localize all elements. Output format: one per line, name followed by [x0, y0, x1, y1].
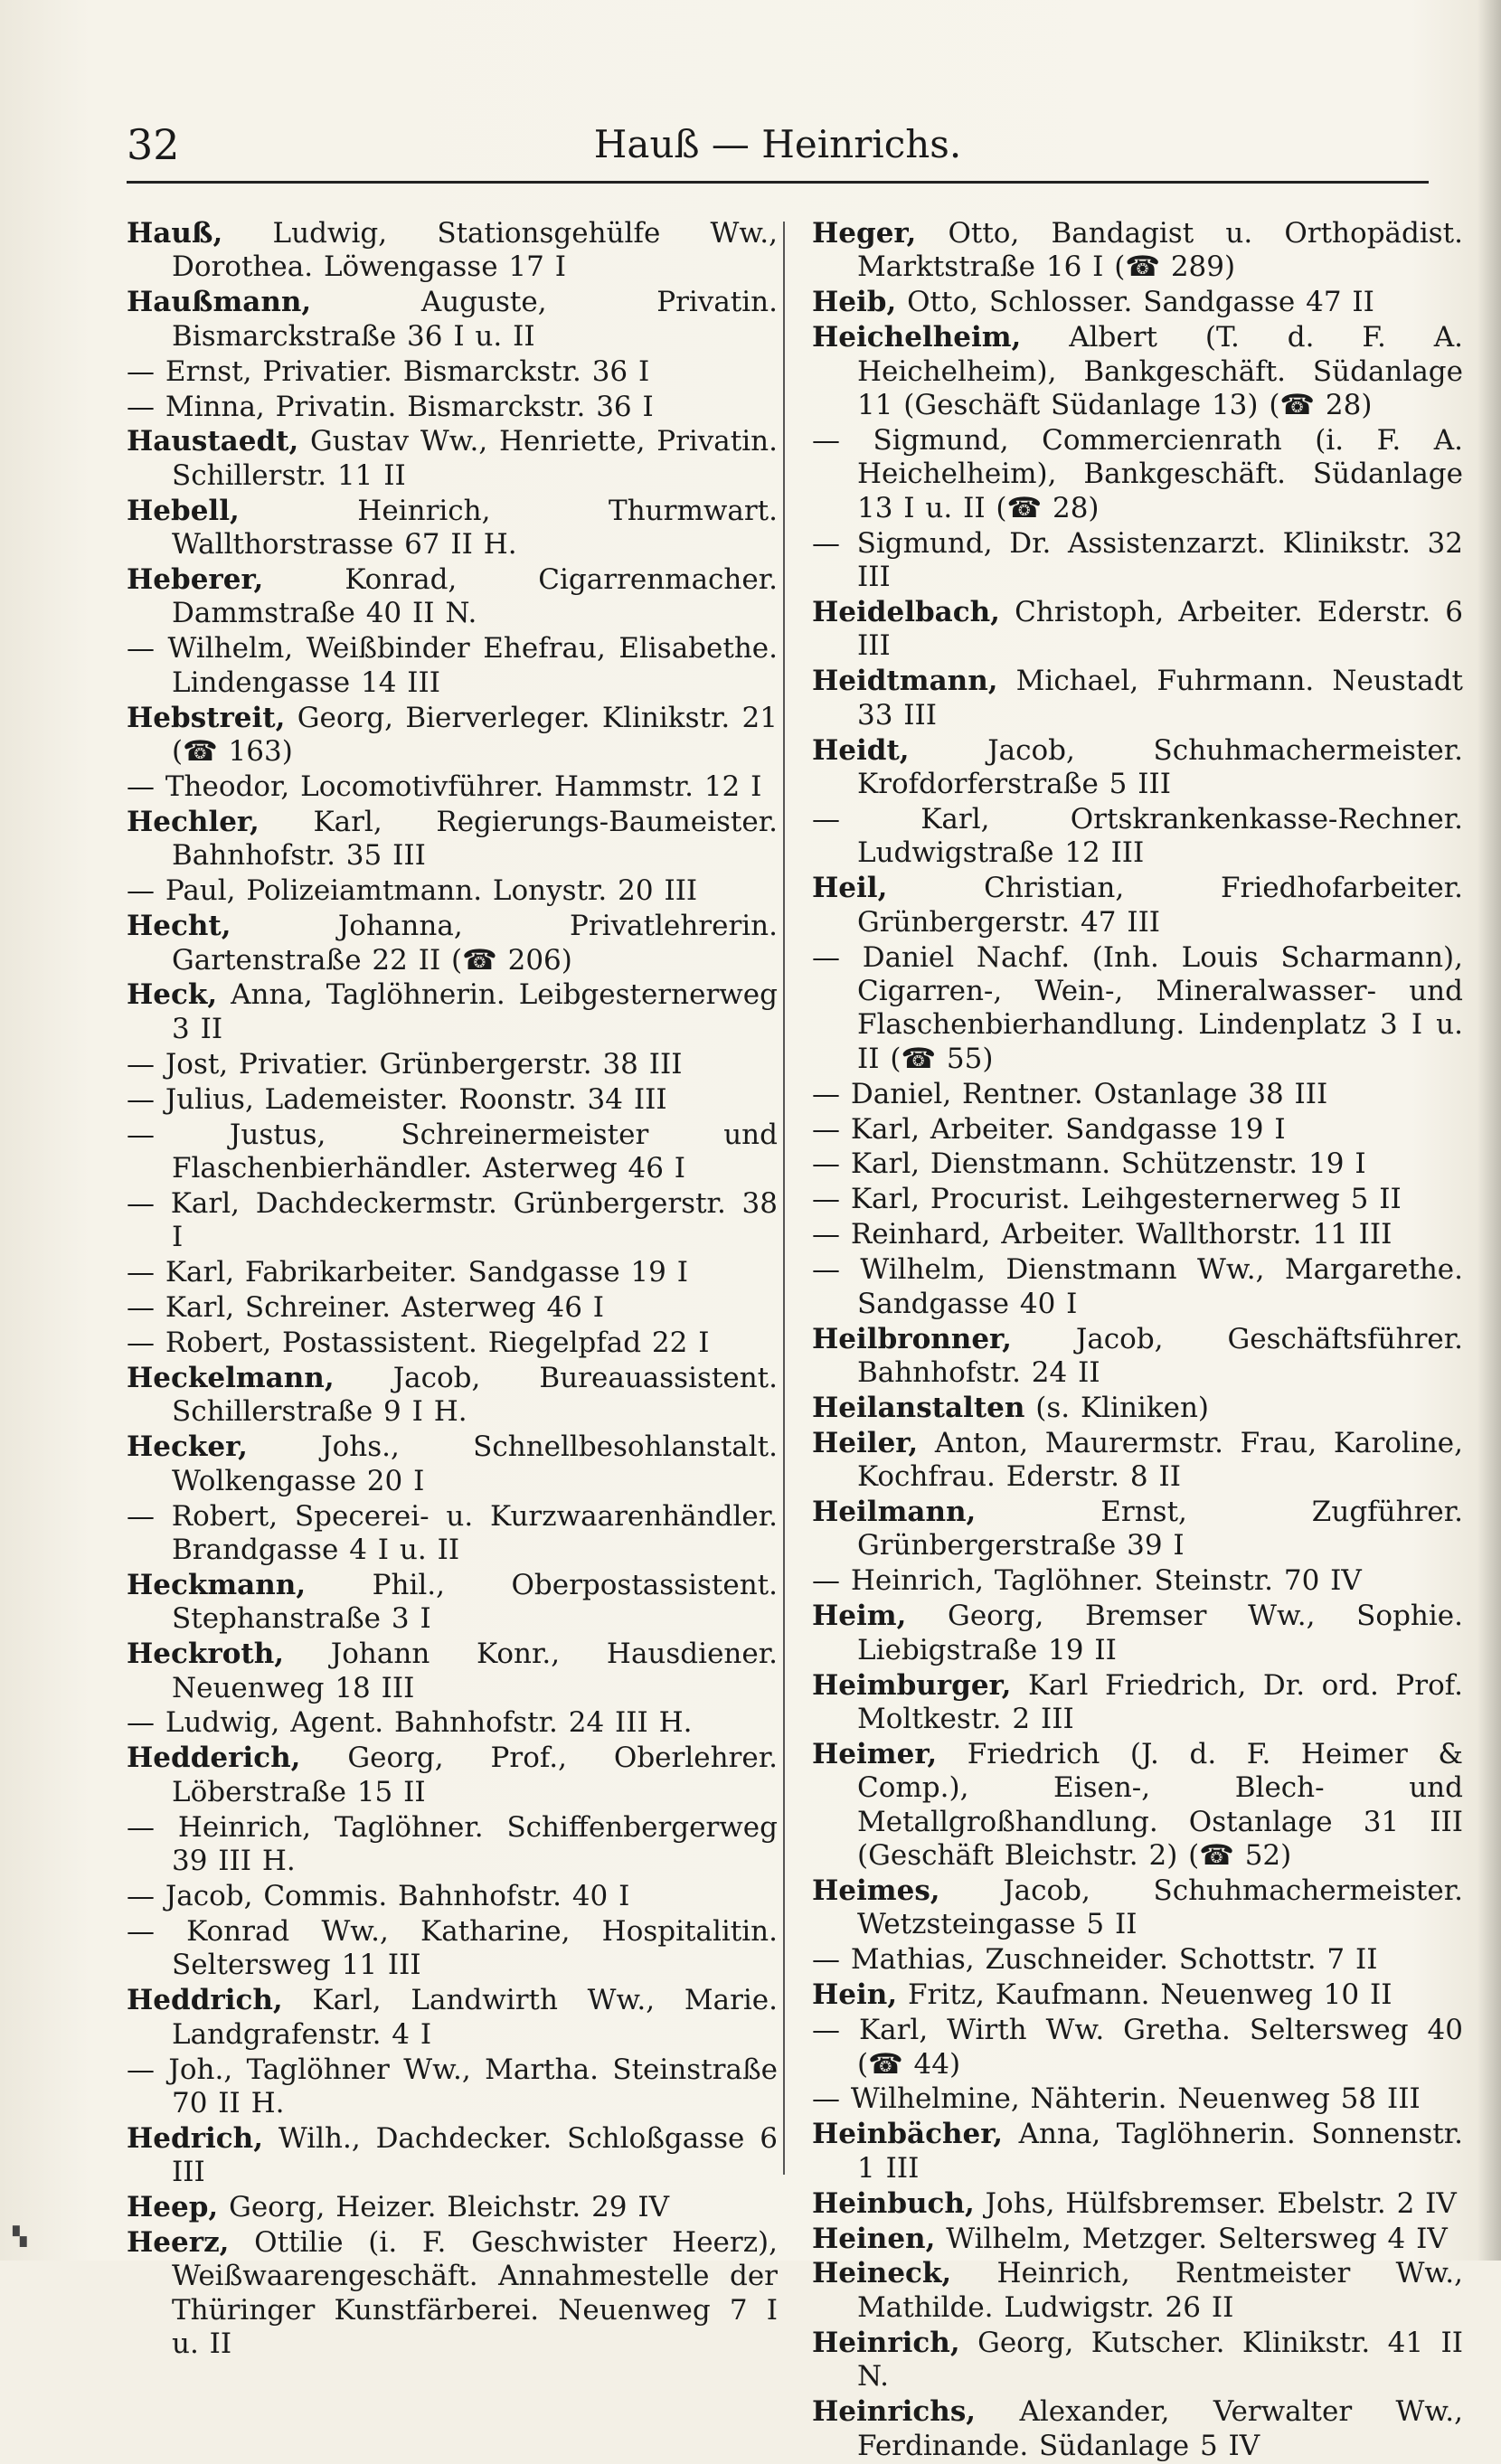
directory-entry [812, 1564, 1463, 1598]
directory-entry [812, 1669, 1463, 1737]
entry-details: — Joh., Taglöhner Ww., Martha. Steinstraße 70 II H. [127, 2053, 778, 2119]
directory-entry [812, 286, 1463, 319]
directory-entry [127, 1256, 778, 1289]
directory-entry [812, 1496, 1463, 1563]
directory-entry [127, 874, 778, 908]
entry-details: Heinrich, Thurmwart. Wallthorstrasse 67 II H. [172, 494, 778, 562]
directory-entry [812, 734, 1463, 802]
entry-details: Karl Friedrich, Dr. ord. Prof. Moltkestr. 2 III [857, 1668, 1463, 1735]
directory-entry [812, 1183, 1463, 1216]
entry-surname: Heger, [812, 217, 917, 250]
entry-details: Wilhelm, Metzger. Seltersweg 4 IV [935, 2222, 1448, 2255]
entry-surname: Heimburger, [812, 1668, 1012, 1702]
directory-entry [812, 665, 1463, 732]
entry-details: Johanna, Privatlehrerin. Gartenstraße 22 II (☎ 206) [172, 910, 778, 977]
entry-details: — Wilhelm, Dienstmann Ww., Margarethe. Sandgasse 40 I [812, 1253, 1463, 1320]
directory-entry [127, 563, 778, 631]
entry-details: — Karl, Arbeiter. Sandgasse 19 I [812, 1112, 1286, 1146]
entry-surname: Heilbronner, [812, 1322, 1012, 1355]
entry-details: — Karl, Procurist. Leihgesternerweg 5 II [812, 1183, 1402, 1216]
entry-details: — Karl, Wirth Ww. Gretha. Seltersweg 40 (☎ 44) [812, 2014, 1463, 2081]
directory-entry [812, 1323, 1463, 1391]
entry-details: — Minna, Privatin. Bismarckstr. 36 I [127, 390, 654, 423]
directory-entry [812, 1253, 1463, 1321]
directory-entry [812, 2082, 1463, 2116]
entry-surname: Heckroth, [127, 1638, 285, 1671]
binding-shadow [1477, 0, 1501, 2261]
entry-surname: Heilmann, [812, 1496, 977, 1529]
entry-details: Georg, Bierverleger. Klinikstr. 21 (☎ 163) [172, 701, 778, 769]
directory-entry [812, 2118, 1463, 2186]
directory-entry [812, 424, 1463, 525]
right-column [812, 217, 1463, 2464]
directory-entry [127, 910, 778, 977]
entry-details: Johann Konr., Hausdiener. Neuenweg 18 III [172, 1638, 778, 1704]
directory-entry [127, 1326, 778, 1360]
directory-entry [812, 321, 1463, 422]
directory-entry [127, 702, 778, 769]
entry-surname: Haustaedt, [127, 425, 299, 458]
entry-surname: Heib, [812, 286, 897, 319]
entry-details: Georg, Kutscher. Klinikstr. 41 II N. [857, 2326, 1463, 2393]
directory-entry [127, 1291, 778, 1325]
entry-details: Wilh., Dachdecker. Schloßgasse 6 III [172, 2121, 778, 2189]
entry-surname: Heddrich, [127, 1984, 283, 2017]
entry-details: Albert (T. d. F. A. Heichelheim), Bankgeschäft. Südanlage 11 (Geschäft Südanlage 13) (☎ 28) [857, 321, 1463, 422]
directory-entry [127, 1048, 778, 1081]
entry-surname: Heinen, [812, 2222, 936, 2255]
left-column [127, 217, 778, 2363]
entry-details: — Daniel Nachf. (Inh. Louis Scharmann), Cigarren-, Wein-, Mineralwasser- und Flaschenbierhandlung. Lindenplatz 3 I u. II (☎ 55) [812, 940, 1463, 1075]
entry-surname: Heidelbach, [812, 595, 1000, 628]
entry-surname: Heim, [812, 1600, 907, 1633]
entry-surname: Heiler, [812, 1426, 919, 1459]
directory-entry [127, 770, 778, 804]
entry-details: — Ernst, Privatier. Bismarckstr. 36 I [127, 354, 650, 388]
directory-entry [127, 1706, 778, 1740]
entry-details: — Theodor, Locomotivführer. Hammstr. 12 I [127, 770, 762, 803]
entry-details: — Daniel, Rentner. Ostanlage 38 III [812, 1077, 1328, 1110]
entry-details: Georg, Prof., Oberlehrer. Löberstraße 15 II [172, 1742, 778, 1808]
entry-surname: Heinrich, [812, 2326, 960, 2359]
directory-entry [812, 872, 1463, 939]
entry-details: Heinrich, Rentmeister Ww., Mathilde. Ludwigstr. 26 II [857, 2257, 1463, 2324]
directory-entry [812, 2395, 1463, 2463]
entry-details: Auguste, Privatin. Bismarckstraße 36 I u. II [172, 286, 778, 353]
directory-entry [127, 1119, 778, 1186]
page-number: 32 [127, 120, 180, 169]
directory-entry [127, 632, 778, 700]
directory-entry [127, 391, 778, 424]
entry-details: — Julius, Lademeister. Roonstr. 34 III [127, 1082, 667, 1116]
entry-surname: Hecht, [127, 910, 231, 943]
entry-surname: Heimer, [812, 1737, 938, 1770]
directory-entry [127, 355, 778, 389]
directory-entry [127, 1638, 778, 1705]
entry-details: — Sigmund, Dr. Assistenzarzt. Klinikstr. 32 III [812, 526, 1463, 594]
entry-details: Karl, Landwirth Ww., Marie. Landgrafenstr. 4 I [172, 1984, 778, 2051]
directory-entry [127, 2122, 778, 2190]
header-rule [127, 181, 1429, 184]
entry-details: Karl, Regierungs-Baumeister. Bahnhofstr. 35 III [172, 805, 778, 873]
entry-details: Jacob, Geschäftsführer. Bahnhofstr. 24 II [857, 1322, 1463, 1389]
directory-entry [127, 1083, 778, 1117]
entry-surname: Heckmann, [127, 1568, 307, 1601]
entry-details: — Sigmund, Commercienrath (i. F. A. Heichelheim), Bankgeschäft. Südanlage 13 I u. II (☎ 28) [812, 423, 1463, 524]
directory-entry [127, 2226, 778, 2362]
entry-surname: Heinbuch, [812, 2186, 975, 2220]
entry-surname: Haußmann, [127, 286, 312, 319]
entry-details: — Karl, Schreiner. Asterweg 46 I [127, 1291, 605, 1325]
directory-entry [127, 1811, 778, 1879]
directory-entry [812, 2223, 1463, 2256]
entry-details: — Ludwig, Agent. Bahnhofstr. 24 III H. [127, 1706, 693, 1740]
directory-entry [812, 1978, 1463, 2012]
entry-surname: Heck, [127, 978, 218, 1012]
entry-details: Fritz, Kaufmann. Neuenweg 10 II [897, 1978, 1392, 2012]
directory-entry [812, 941, 1463, 1077]
directory-entry [812, 1943, 1463, 1977]
entry-details: Johs, Hülfsbremser. Ebelstr. 2 IV [974, 2186, 1457, 2220]
entry-details: Phil., Oberpostassistent. Stephanstraße 3 I [172, 1568, 778, 1636]
entry-surname: Heimes, [812, 1874, 940, 1907]
directory-entry [812, 527, 1463, 595]
entry-surname: Heidt, [812, 733, 910, 767]
directory-entry [812, 1147, 1463, 1181]
entry-details: Anton, Maurermstr. Frau, Karoline, Kochfrau. Ederstr. 8 II [857, 1426, 1463, 1494]
directory-entry [812, 1738, 1463, 1874]
entry-details: Jacob, Schuhmachermeister. Krofdorferstraße 5 III [857, 733, 1463, 800]
entry-details: Konrad, Cigarrenmacher. Dammstraße 40 II N. [172, 563, 778, 630]
entry-details: Georg, Heizer. Bleichstr. 29 IV [218, 2191, 670, 2224]
entry-surname: Hebell, [127, 494, 240, 527]
entry-details: — Jacob, Commis. Bahnhofstr. 40 I [127, 1880, 630, 1912]
entry-surname: Hedderich, [127, 1742, 301, 1775]
entry-details: Anna, Taglöhnerin. Sonnenstr. 1 III [857, 2118, 1463, 2185]
page-edge-mark: ▚ [13, 2225, 27, 2247]
page-header [127, 118, 1429, 172]
directory-entry [812, 2327, 1463, 2394]
entry-surname: Hein, [812, 1978, 898, 2012]
entry-details: — Robert, Postassistent. Riegelpfad 22 I [127, 1326, 710, 1359]
entry-surname: Hecker, [127, 1430, 248, 1464]
directory-entry [127, 1362, 778, 1430]
directory-entry [127, 217, 778, 285]
directory-entry [812, 1874, 1463, 1942]
directory-entry [812, 1427, 1463, 1495]
entry-surname: Hauß, [127, 217, 223, 250]
directory-entry [127, 1742, 778, 1809]
directory-entry [127, 1880, 778, 1913]
directory-entry [812, 1392, 1463, 1425]
directory-entry [812, 596, 1463, 664]
entry-surname: Heidtmann, [812, 665, 998, 698]
entry-details: Ludwig, Stationsgehülfe Ww., Dorothea. Löwengasse 17 I [172, 217, 778, 284]
entry-details: — Karl, Fabrikarbeiter. Sandgasse 19 I [127, 1256, 688, 1289]
directory-entry [812, 1113, 1463, 1147]
entry-details: — Wilhelmine, Nähterin. Neuenweg 58 III [812, 2082, 1421, 2116]
entry-details: — Konrad Ww., Katharine, Hospitalitin. Seltersweg 11 III [127, 1914, 778, 1982]
entry-surname: Heinbächer, [812, 2118, 1004, 2151]
entry-details: — Heinrich, Taglöhner. Steinstr. 70 IV [812, 1564, 1362, 1598]
entry-details: Jacob, Schuhmachermeister. Wetzsteingasse 5 II [857, 1874, 1463, 1941]
directory-entry [127, 1187, 778, 1255]
entry-surname: Heil, [812, 872, 888, 905]
entry-details: — Justus, Schreinermeister und Flaschenbierhändler. Asterweg 46 I [127, 1118, 778, 1185]
entry-surname: Heineck, [812, 2257, 952, 2290]
directory-entry [812, 1218, 1463, 1251]
directory-entry [812, 1078, 1463, 1111]
directory-entry [812, 803, 1463, 871]
entry-details: Michael, Fuhrmann. Neustadt 33 III [857, 665, 1463, 732]
directory-entry [812, 1600, 1463, 1667]
entry-surname: Heckelmann, [127, 1361, 335, 1394]
entry-details: Ottilie (i. F. Geschwister Heerz), Weißwaarengeschäft. Annahmestelle der Thüringer Kunstfärberei. Neuenweg 7 I u. II [172, 2226, 778, 2361]
entry-surname: Heichelheim, [812, 321, 1022, 354]
entry-surname: Heilanstalten [812, 1391, 1025, 1424]
entry-details: — Karl, Dachdeckermstr. Grünbergerstr. 38 I [127, 1186, 778, 1254]
entry-details: Jacob, Bureauassistent. Schillerstraße 9 I H. [172, 1361, 778, 1429]
directory-entry [127, 495, 778, 562]
entry-details: — Reinhard, Arbeiter. Wallthorstr. 11 III [812, 1218, 1392, 1251]
entry-details: — Robert, Specerei- u. Kurzwaarenhändler. Brandgasse 4 I u. II [127, 1499, 778, 1566]
directory-entry [127, 978, 778, 1046]
directory-entry [127, 806, 778, 873]
entry-surname: Heep, [127, 2191, 219, 2224]
entry-details: — Wilhelm, Weißbinder Ehefrau, Elisabethe. Lindengasse 14 III [127, 632, 778, 699]
entry-details: — Mathias, Zuschneider. Schottstr. 7 II [812, 1943, 1378, 1977]
entry-surname: Hechler, [127, 805, 260, 838]
entry-surname: Heinrichs, [812, 2395, 977, 2429]
entry-details: Friedrich (J. d. F. Heimer & Comp.), Eisen-, Blech- und Metallgroßhandlung. Ostanlage 31 III (Geschäft Bleichstr. 2) (☎ 52) [857, 1737, 1463, 1873]
entry-details: — Jost, Privatier. Grünbergerstr. 38 III [127, 1047, 683, 1081]
entry-details: Christoph, Arbeiter. Ederstr. 6 III [857, 595, 1463, 663]
directory-entry [127, 1430, 778, 1498]
directory-entry [127, 1569, 778, 1637]
entry-details: Ernst, Zugführer. Grünbergerstraße 39 I [857, 1496, 1463, 1562]
entry-details: Georg, Bremser Ww., Sophie. Liebigstraße 19 II [857, 1600, 1463, 1666]
entry-details: Gustav Ww., Henriette, Privatin. Schillerstr. 11 II [172, 425, 778, 492]
directory-entry [127, 1984, 778, 2052]
entry-details: Christian, Friedhofarbeiter. Grünbergerstr. 47 III [857, 872, 1463, 939]
running-head: Hauß — Heinrichs. [593, 122, 962, 166]
directory-entry [812, 2014, 1463, 2082]
entry-surname: Heerz, [127, 2226, 230, 2260]
directory-entry [812, 2257, 1463, 2325]
entry-details: — Karl, Ortskrankenkasse-Rechner. Ludwigstraße 12 III [812, 802, 1463, 870]
entry-surname: Hedrich, [127, 2121, 264, 2155]
entry-details: Otto, Schlosser. Sandgasse 47 II [896, 286, 1374, 319]
directory-entry [127, 425, 778, 493]
directory-entry [127, 286, 778, 354]
directory-entry [127, 2191, 778, 2224]
directory-entry [812, 2187, 1463, 2221]
entry-details: Otto, Bandagist u. Orthopädist. Marktstraße 16 I (☎ 289) [857, 217, 1463, 284]
directory-entry [812, 217, 1463, 285]
entry-details: Alexander, Verwalter Ww., Ferdinande. Südanlage 5 IV [857, 2395, 1463, 2462]
entry-details: — Karl, Dienstmann. Schützenstr. 19 I [812, 1147, 1366, 1181]
entry-surname: Heberer, [127, 563, 264, 597]
directory-entry [127, 2053, 778, 2121]
entry-details: (s. Kliniken) [1024, 1391, 1210, 1424]
entry-details: Johs., Schnellbesohlanstalt. Wolkengasse 20 I [172, 1430, 778, 1497]
column-divider [783, 222, 785, 2175]
entry-details: — Paul, Polizeiamtmann. Lonystr. 20 III [127, 874, 698, 908]
directory-entry [127, 1915, 778, 1983]
entry-details: — Heinrich, Taglöhner. Schiffenbergerweg 39 III H. [127, 1810, 778, 1878]
entry-details: Anna, Taglöhnerin. Leibgesternerweg 3 II [172, 978, 778, 1045]
directory-entry [127, 1500, 778, 1568]
entry-surname: Hebstreit, [127, 701, 286, 734]
